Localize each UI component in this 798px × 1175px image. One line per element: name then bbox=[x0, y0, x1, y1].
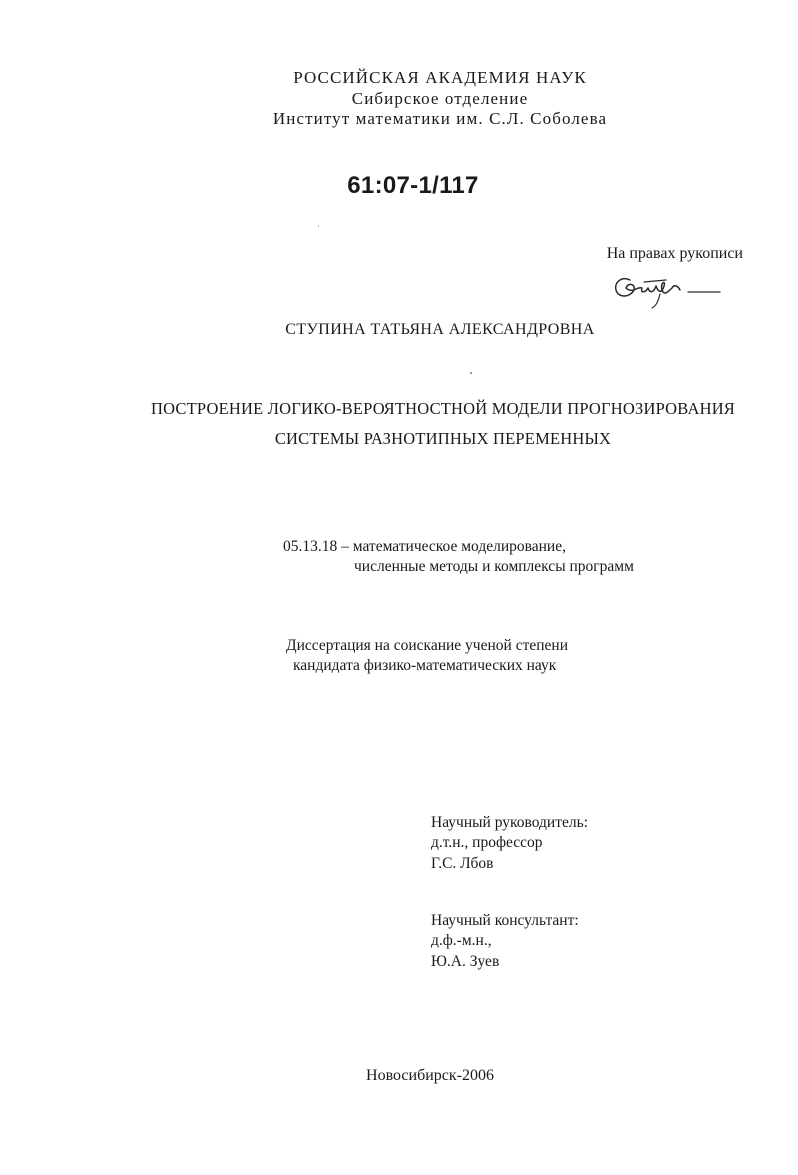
branch-name: Сибирское отделение bbox=[351, 89, 529, 108]
manuscript-rights-note: На правах рукописи bbox=[606, 245, 743, 262]
thesis-title-line-2: СИСТЕМЫ РАЗНОТИПНЫХ ПЕРЕМЕННЫХ bbox=[274, 429, 612, 448]
supervisor-degree: д.т.н., профессор bbox=[431, 834, 543, 851]
thesis-title-line-1: ПОСТРОЕНИЕ ЛОГИКО-ВЕРОЯТНОСТНОЙ МОДЕЛИ ПРОГНОЗИРОВАНИЯ bbox=[150, 399, 736, 418]
consultant-role: Научный консультант: bbox=[431, 912, 579, 929]
place-and-year: Новосибирск-2006 bbox=[366, 1067, 494, 1084]
supervisor-role: Научный руководитель: bbox=[431, 814, 588, 831]
scan-speck bbox=[470, 372, 472, 374]
dissertation-purpose-line-2: кандидата физико-математических наук bbox=[293, 657, 557, 674]
institute-name: Институт математики им. С.Л. Соболева bbox=[272, 109, 608, 128]
consultant-name: Ю.А. Зуев bbox=[431, 953, 500, 970]
consultant-degree: д.ф.-м.н., bbox=[431, 932, 492, 949]
scan-speck bbox=[318, 225, 319, 227]
library-code: 61:07-1/117 bbox=[347, 172, 479, 199]
supervisor-name: Г.С. Лбов bbox=[431, 855, 494, 872]
specialty-code-line: 05.13.18 – математическое моделирование, bbox=[283, 538, 566, 555]
author-signature-icon bbox=[608, 272, 728, 312]
author-name: СТУПИНА ТАТЬЯНА АЛЕКСАНДРОВНА bbox=[285, 321, 595, 338]
dissertation-purpose-line-1: Диссертация на соискание ученой степени bbox=[286, 637, 568, 654]
organization-name: РОССИЙСКАЯ АКАДЕМИЯ НАУК bbox=[293, 68, 587, 87]
specialty-description-line: численные методы и комплексы программ bbox=[354, 558, 634, 575]
